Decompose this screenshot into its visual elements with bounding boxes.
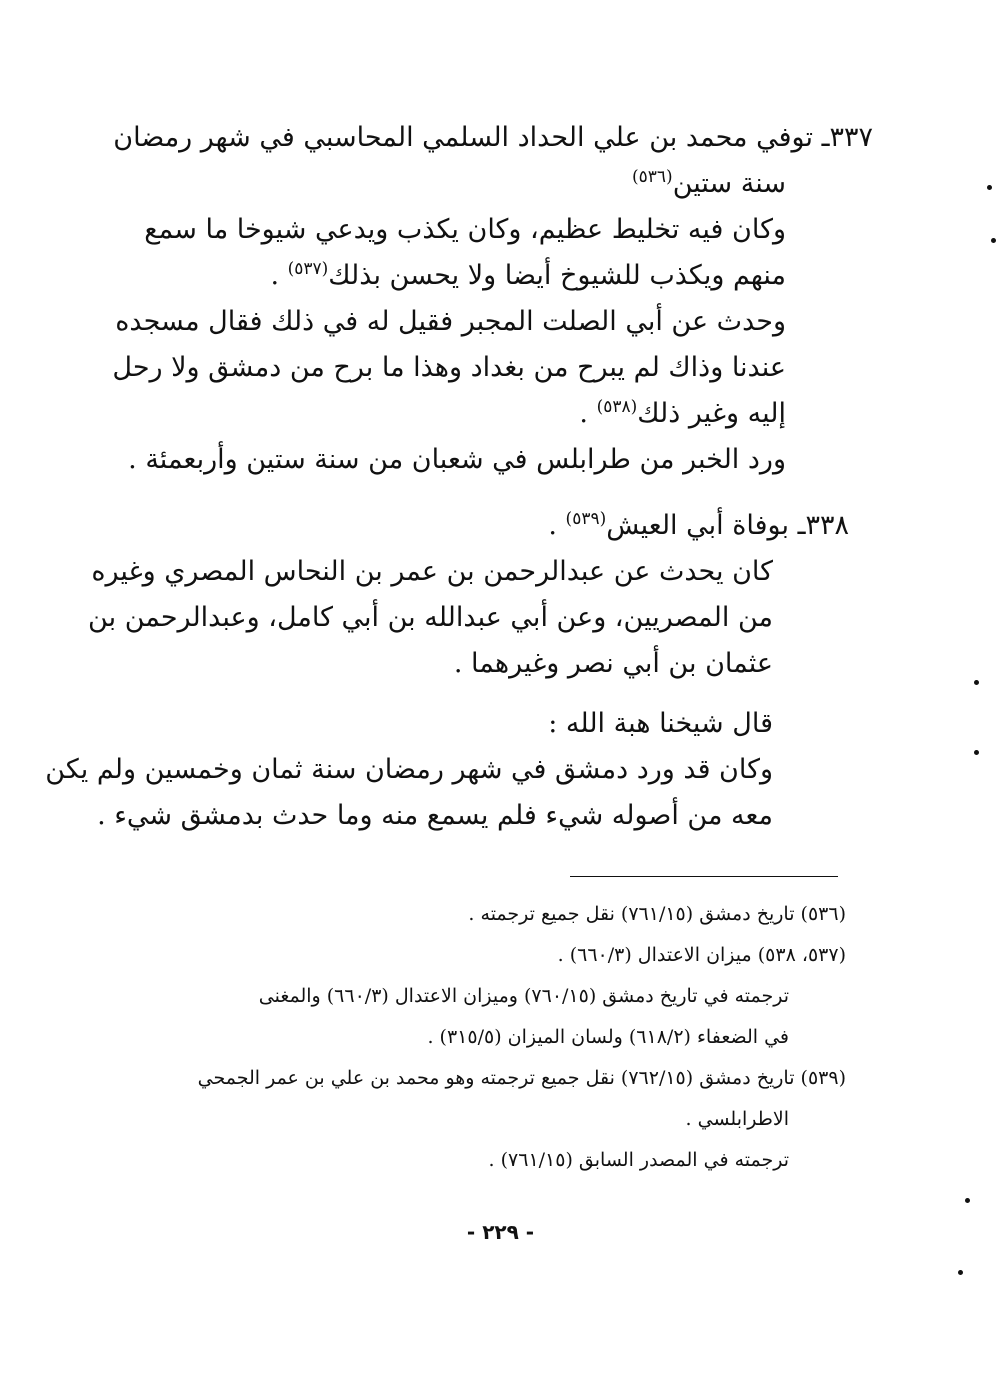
- entry-337-line-4-end: .: [270, 260, 288, 291]
- footnote-separator: [570, 876, 838, 877]
- entry-337-line-3: وكان فيه تخليط عظيم، وكان يكذب ويدعي شيوخا ما سمع: [144, 214, 786, 245]
- page-number: - ٢٢٩ -: [466, 1220, 535, 1244]
- entry-338-heading: [548, 509, 849, 541]
- entry-338-line-3: من المصريين، وعن أبي عبدالله بن أبي كامل، وعبدالرحمن بن: [88, 602, 773, 633]
- footnote-539-cont-2: ترجمته في المصدر السابق (٧٦١/١٥) .: [488, 1149, 789, 1171]
- entry-337-line-8: ورد الخبر من طرابلس في شعبان من سنة ستين وأربعمئة .: [128, 444, 786, 475]
- entry-337-heading: [113, 124, 873, 151]
- entry-338-line-1-end: .: [548, 510, 566, 541]
- entry-337-line-5: وحدث عن أبي الصلت المجبر فقيل له في ذلك فقال مسجده: [115, 306, 786, 337]
- footnote-ref-537: (٥٣٧): [287, 259, 329, 279]
- scan-speck: [991, 238, 996, 243]
- entry-337-line-1: ـ توفي محمد بن علي الحداد السلمي المحاسبي في شهر رمضان: [113, 122, 830, 153]
- entry-337-line-2: [632, 167, 786, 199]
- entry-338-number: ٣٣٨: [805, 510, 849, 541]
- scan-speck: [974, 750, 979, 755]
- scan-speck: [965, 1198, 970, 1203]
- entry-337-line-6: عندنا وذاك لم يبرح من بغداد وهذا ما برح من دمشق ولا رحل: [112, 352, 786, 383]
- footnote-ref-539: (٥٣٩): [565, 509, 607, 529]
- entry-337-line-7-end: .: [579, 398, 597, 429]
- footnote-539: (٥٣٩) تاريخ دمشق (٧٦٢/١٥) نقل جميع ترجمته وهو محمد بن علي بن عمر الجمحي: [197, 1067, 846, 1089]
- entry-338-line-1: ـ بوفاة أبي العيش: [606, 510, 806, 541]
- entry-337-line-4: [270, 259, 786, 291]
- entry-337-line-2-text: سنة ستين: [672, 168, 786, 199]
- footnote-ref-536: (٥٣٦): [632, 167, 673, 187]
- entry-338-line-6: وكان قد ورد دمشق في شهر رمضان سنة ثمان وخمسين ولم يكن: [45, 754, 773, 785]
- footnote-537-538: (٥٣٧، ٥٣٨) ميزان الاعتدال (٦٦٠/٣) .: [557, 944, 846, 966]
- footnote-ref-538: (٥٣٨): [596, 397, 638, 417]
- entry-338-line-7: معه من أصوله شيء فلم يسمع منه وما حدث بدمشق شيء .: [97, 800, 773, 831]
- entry-338-line-5: قال شيخنا هبة الله :: [548, 708, 773, 739]
- scan-speck: [987, 185, 992, 190]
- footnote-537-538-cont-2: في الضعفاء (٦١٨/٢) ولسان الميزان (٣١٥/٥) .: [427, 1026, 789, 1048]
- entry-337-number: ٣٣٧: [829, 122, 873, 153]
- footnote-539-cont-1: الاطرابلسي .: [685, 1108, 789, 1130]
- entry-338-line-4: عثمان بن أبي نصر وغيرهما .: [453, 648, 773, 679]
- entry-337-line-4-text: منهم ويكذب للشيوخ أيضا ولا يحسن بذلك: [328, 260, 786, 291]
- footnote-536: (٥٣٦) تاريخ دمشق (٧٦١/١٥) نقل جميع ترجمته .: [468, 903, 846, 925]
- scan-speck: [974, 680, 979, 685]
- footnote-537-538-cont-1: ترجمته في تاريخ دمشق (٧٦٠/١٥) وميزان الاعتدال (٦٦٠/٣) والمغنى: [258, 985, 789, 1007]
- entry-337-line-7: [579, 397, 786, 429]
- entry-337-line-7-text: إليه وغير ذلك: [637, 398, 786, 429]
- scan-speck: [958, 1270, 963, 1275]
- entry-338-line-2: كان يحدث عن عبدالرحمن بن عمر بن النحاس المصري وغيره: [91, 556, 773, 587]
